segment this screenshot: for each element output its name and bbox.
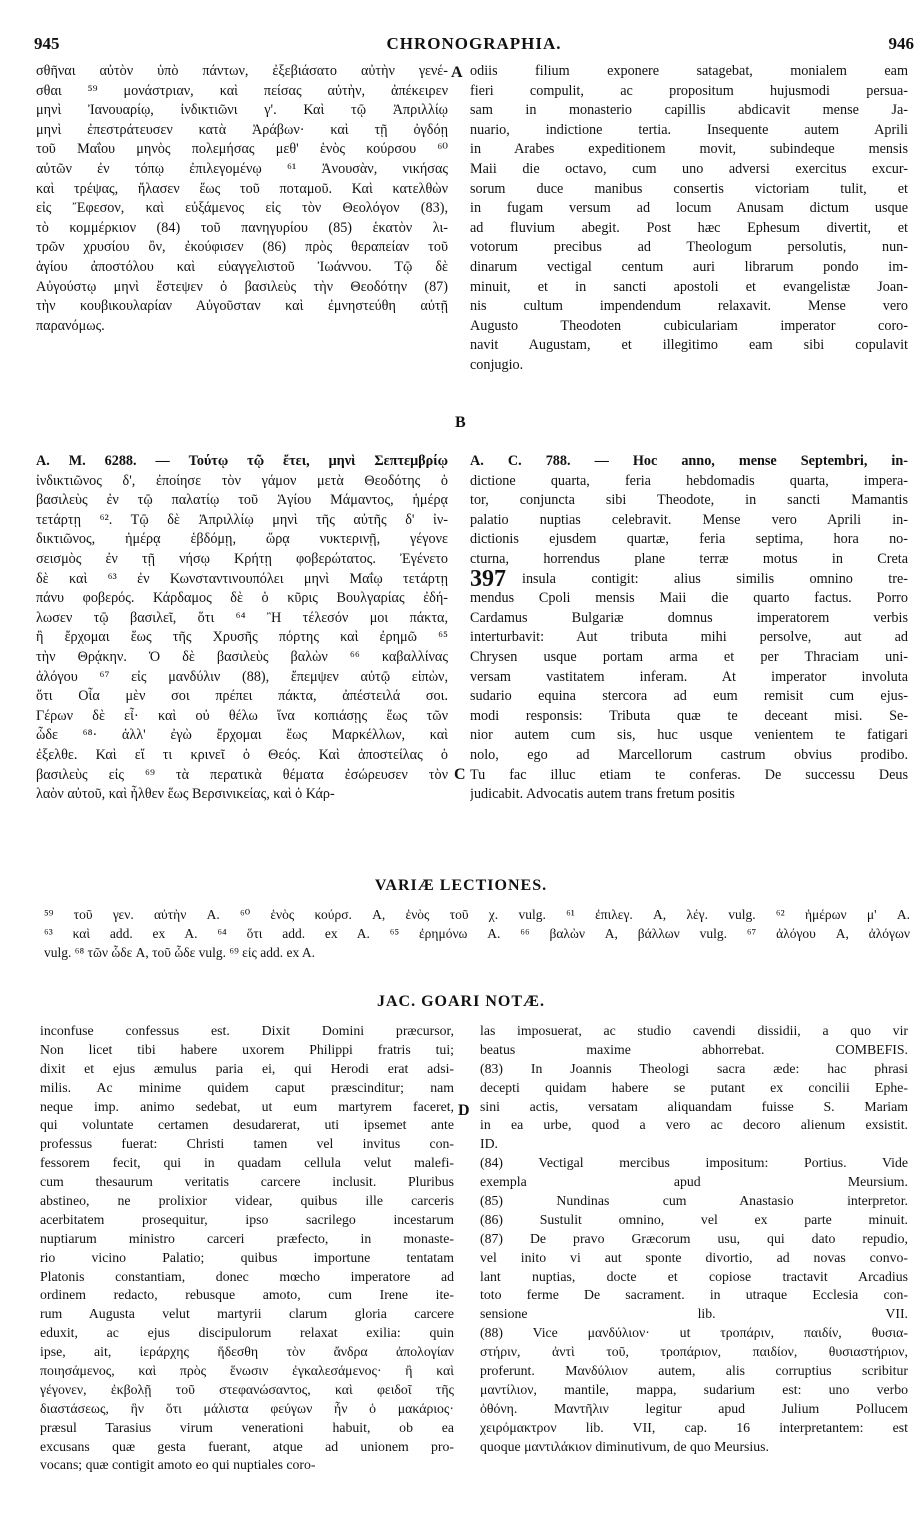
text-line: acerbitatem prosequitur, ipso sacrilego incestarum	[40, 1211, 454, 1227]
text-line: Non licet tibi habere uxorem Philippi fratris tui;	[40, 1041, 454, 1057]
text-line: εἰς Ἔφεσον, καὶ εὐξάμενος εἰς τὸν Θεολόγον (83),	[36, 200, 448, 217]
text-line: (85) Nundinas cum Anastasio interpretor.	[480, 1193, 908, 1209]
text-line: γέγονεν, ἐκβολῇ τοῦ στεφανώσαντος, καὶ φειδοῖ τῆς	[40, 1381, 454, 1397]
notes-left-column	[40, 1022, 454, 1475]
text-line: professus fuerat: Christi tamen vel invitus con-	[40, 1136, 454, 1152]
text-line: (88) Vice μανδύλιον· ut τροπάριν, παιδίν, θυσια-	[480, 1325, 908, 1341]
variae-lectiones-heading: VARIÆ LECTIONES.	[374, 877, 548, 894]
text-line: vulg. ⁶⁸ τῶν ὧδε A, τοῦ ὧδε vulg. ⁶⁹ εἰς add. ex A.	[44, 945, 315, 960]
text-line: interturbavit: Aut tributa mihi persolve, aut ad	[470, 629, 908, 646]
text-line: τὴν κουβικουλαρίαν Αὐγοῦσταν καὶ ἐμνηστεύθη αὐτῇ	[36, 298, 448, 315]
text-line: Cardamus Bulgariæ domnus imperatorem verbis	[470, 609, 908, 626]
text-line: δὲ καὶ ⁶³ ἐν Κωνσταντινουπόλει μηνὶ Μαΐῳ τετάρτῃ	[36, 570, 448, 587]
text-line: in fugam versum ad locum Anusam dictum usque	[470, 200, 908, 217]
text-line: tor, conjuncta sibi Theodote, in sancti Mamantis	[470, 492, 908, 509]
text-line: nis cultum impendendum relaxavit. Mense vero	[470, 298, 908, 315]
text-line: πάνυ φοβερός. Κάρδαμος δὲ ὁ κῦρις Βουλγαρίας ἐδή-	[36, 590, 448, 607]
text-line: fieri compulit, ac propositum hujusmodi persua-	[470, 82, 908, 99]
text-line: sam in monasterio capillis abdicavit mense Ja-	[470, 102, 908, 119]
text-line: navit Augustam, et illegitimo eam sibi copulavit	[470, 337, 908, 354]
text-line: λαὸν αὐτοῦ, καὶ ἦλθεν ἕως Βερσινικείας, καὶ ὁ Κάρ-	[36, 786, 335, 803]
latin-text-upper	[470, 62, 908, 376]
text-line: ὅτι Οἷα μὲν σοι πρέπει πάκτα, ἀπέστειλά σοι.	[36, 688, 448, 705]
text-line: παρανόμως.	[36, 317, 105, 334]
text-line: cum thesaurum veritatis carcere inclusit. Pluribus	[40, 1174, 454, 1190]
text-line: (84) Vectigal mercibus impositum: Portius. Vide	[480, 1155, 908, 1171]
text-line: ⁵⁹ τοῦ γεν. αὐτὴν A. ⁶⁰ ἑνὸς κούρσ. A, ἑνὸς τοῦ χ. vulg. ⁶¹ ἐπιλεγ. A, λέγ. vulg. ⁶² ἡμέρων μ' A.	[44, 907, 910, 922]
text-line: στήριν, ἀντὶ τοῦ, τροπάριον, παιδίον, θυσιαστήριον,	[480, 1344, 908, 1360]
text-line: Maii die octavo, cum uno adversi exercitus excur-	[470, 160, 908, 177]
text-line: Augusto Theodoten cubiculariam imperator coro-	[470, 317, 908, 334]
text-line: neque imp. animo sedebat, ut eum martyrem faceret,	[40, 1098, 454, 1114]
text-line: (83) In Joannis Theologi sacra æde: hac phrasi	[480, 1060, 908, 1076]
text-line: (86) Sustulit omnino, vel ex parte minuit.	[480, 1211, 908, 1227]
margin-marker-a: A	[451, 64, 463, 81]
text-line: Γέρων δὲ εἶ· καὶ οὐ θέλω ἵνα κοπιάσῃς ἕως τῶν	[36, 707, 448, 724]
text-line: vocans; quæ contigit amoto eo qui nuptiales coro-	[40, 1457, 316, 1473]
text-line: σεισμὸς ἐν τῇ νήσῳ Κρήτῃ φοβερώτατος. Ἐγένετο	[36, 550, 448, 567]
text-line: lant nuptias, docte et copiose tractavit Arcadius	[480, 1268, 908, 1284]
text-line: ἀλόγου ⁶⁷ εἰς μανδύλιν (88), ἔπεμψεν αὐτῷ εἰπὼν,	[36, 668, 448, 685]
text-line: qui voluntate certamen desudarerat, uti ipsemet ante	[40, 1117, 454, 1133]
text-line: exempla apud Meursium.	[480, 1174, 908, 1190]
text-line: mendus Cpoli mensis Maii die quarto factus. Porro	[470, 590, 908, 607]
text-line: fessorem fecit, qui in quadam cellula velut malefi-	[40, 1155, 454, 1171]
text-line: ordinem redacto, rebusque amoto, cum Irene ite-	[40, 1287, 454, 1303]
text-line: modi responsis: Tributa quæ te deceant misi. Se-	[470, 707, 908, 724]
text-line: nuario, indictione tertia. Insequente autem Aprili	[470, 121, 908, 138]
text-line: δικτιῶνος, ἡμέρᾳ ἑβδόμῃ, ὥρᾳ νυκτερινῇ, γέγονε	[36, 531, 448, 548]
text-line: decepti quidam habere se putant ex concilii Ephe-	[480, 1079, 908, 1095]
text-line: ἁγίου ἀποστόλου καὶ εὐαγγελιστοῦ Ἰωάννου. Τῷ δὲ	[36, 258, 448, 275]
text-line: ἐξελθε. Καὶ εἴ τι κρινεῖ ὁ Θεός. Καὶ ἀποστείλας ὁ	[36, 746, 448, 763]
text-line: abstineo, ne prolixior videar, quibus ille carceris	[40, 1193, 454, 1209]
goari-notae-heading: JAC. GOARI NOTÆ.	[376, 993, 545, 1010]
text-line: insula contigit: alius similis omnino tre-	[522, 570, 908, 587]
text-line: ποιησάμενος, καὶ πρὸς ἕνωσιν ἐγκαλεσάμενος· ἢ καὶ	[40, 1363, 454, 1379]
text-line: σθῆναι αὐτὸν ὑπὸ πάντων, ἐξεβιάσατο αὐτὴν γενέ-	[36, 63, 448, 79]
text-line: cturna, horrendus plane terræ motus in Creta	[470, 550, 908, 567]
text-line: μηνὶ Ἰανουαρίῳ, ἰνδικτιῶνι γ'. Καὶ τῷ Ἀπριλλίῳ	[36, 102, 448, 119]
text-line: ipse, ait, ἱεράρχης ἥδεσθη τὸν ἄνδρα ἀπολογίαν	[40, 1344, 454, 1360]
text-line: διαστάσεως, ἣν ὅτι μάλιστα φεύγων ἦν ὁ μακάριος·	[40, 1400, 454, 1416]
text-line: τετάρτῃ ⁶². Τῷ δὲ Ἀπριλλίῳ μηνὶ τῆς αὐτῆς δ' ἰν-	[36, 511, 448, 528]
text-line: Αὐγούστῳ μηνὶ ἔστεψεν ὁ βασιλεὺς τὴν Θεοδότην (87)	[36, 278, 448, 295]
text-line: milis. Ac minime quidem caput præscinditur; nam	[40, 1079, 454, 1095]
text-line: præsul Tarasius virum venerationi habuit, ob ea	[40, 1419, 454, 1435]
text-line: μαντίλιον, mantile, mappa, sudarium est: uno verbo	[480, 1381, 908, 1397]
text-line: σθαι ⁵⁹ μονάστριαν, καὶ πείσας αὐτὴν, ἀπέκειρεν	[36, 82, 448, 99]
text-line: ID.	[480, 1136, 499, 1152]
text-line: in ea urbe, quod a vero ac decoro alienum exsistit.	[480, 1117, 908, 1133]
text-line: ὀθόνη. Μαντῆλιν legitur apud Julium Pollucem	[480, 1400, 908, 1416]
text-line: inconfuse confessus est. Dixit Domini præcursor,	[40, 1023, 454, 1038]
text-line: A. C. 788. — Hoc anno, mense Septembri, in-	[470, 453, 908, 469]
text-line: dictione quarta, feria hebdomadis quarta, impera-	[470, 472, 908, 489]
text-line: ad fluvium abegit. Post hæc Ephesum divertit, et	[470, 219, 908, 236]
running-title: CHRONOGRAPHIA.	[386, 34, 562, 53]
text-line: beatus maxime abhorrebat. COMBEFIS.	[480, 1041, 908, 1057]
text-line: odiis filium exponere satagebat, monialem eam	[470, 63, 908, 79]
text-line: χειρόμακτρον lib. VII, cap. 16 interpretantem: est	[480, 1419, 908, 1435]
text-line: sorum duce manibus consertis victoriam tulit, et	[470, 180, 908, 197]
text-line: τὴν Θρᾴκην. Ὁ δὲ βασιλεὺς βαλὼν ⁶⁶ καβαλλίνας	[36, 648, 448, 665]
text-line: A. M. 6288. — Τούτῳ τῷ ἔτει, μηνὶ Σεπτεμβρίῳ	[36, 453, 448, 469]
text-line: las imposuerat, ac studio cavendi dissidii, a quo vir	[480, 1023, 908, 1038]
margin-marker-c: C	[454, 766, 466, 783]
text-line: proferunt. Μανδύλιον autem, alis corruptius scribitur	[480, 1363, 908, 1379]
text-line: sudario equina stercora ad eum remisit cum ejus-	[470, 688, 908, 705]
greek-text-lower	[36, 452, 448, 805]
text-line: καὶ τρέψας, ἤλασεν ἕως τοῦ ποταμοῦ. Καὶ κατελθὼν	[36, 180, 448, 197]
text-line: minuit, et in sancti apostoli et evangelistæ Joan-	[470, 278, 908, 295]
running-header	[34, 34, 914, 56]
text-line: quoque μαντιλάκιον diminutivum, de quo Meursius.	[480, 1438, 769, 1454]
text-line: αὐτῶν ἐν τόπῳ ἐπιλεγομένῳ ⁶¹ Ἀνουσὰν, νικήσας	[36, 160, 448, 177]
text-line: in Arabes expeditionem movit, subindeque mensis	[470, 141, 908, 158]
text-line: Chrysen usque portam arma et per Thraciam uni-	[470, 648, 908, 665]
text-line: ⁶³ καὶ add. ex A. ⁶⁴ ὅτι add. ex A. ⁶⁵ ἐρημόνω A. ⁶⁶ βαλὼν A, βάλλων vulg. ⁶⁷ ἀλόγου A, ἀλόγων	[44, 926, 910, 941]
variae-lectiones	[44, 905, 910, 962]
text-line: rio vicino Palatio; quibus importune tentatam	[40, 1249, 454, 1265]
text-line: toto ferme De sacrament. in utraque Ecclesia con-	[480, 1287, 908, 1303]
text-line: nuptiarum ministro carceri præfecto, in monaste-	[40, 1230, 454, 1246]
text-line: excusans quæ gesta fuerant, atque ad unionem pro-	[40, 1438, 454, 1454]
margin-marker-b: B	[455, 414, 466, 431]
text-line: judicabit. Advocatis autem trans fretum positis	[470, 786, 735, 803]
greek-text-upper	[36, 62, 448, 336]
text-line: dixit et ejus æmulus paria ei, qui Herodi erat adsi-	[40, 1060, 454, 1076]
text-line: ὧδε ⁶⁸· ἀλλ' ἐγὼ ἔρχομαι ἕως Μαρκέλλων, καὶ	[36, 727, 448, 744]
text-line: τὸ κομμέρκιον (84) τοῦ πανηγυρίου (85) ἑκατὸν λι-	[36, 219, 448, 236]
text-line: τρῶν χρυσίου ὂν, ἐκούφισεν (86) πρὸς θεραπείαν τοῦ	[36, 239, 448, 256]
column-number-marker: 397	[470, 566, 506, 592]
text-line: τοῦ Μαΐου μηνὸς πολεμήσας μεθ' ἑνὸς κούρσου ⁶⁰	[36, 141, 448, 158]
text-line: sini actis, versatam aliquandam fuisse S. Mariam	[480, 1098, 908, 1114]
text-line: vel inito vi aut sponte divortio, ad novas convo-	[480, 1249, 908, 1265]
text-line: βασιλεὺς ἐν τῷ παλατίῳ τοῦ Ἁγίου Μάμαντος, ἡμέρᾳ	[36, 492, 448, 509]
text-line: rum Augusta velut martyrii clarum gloria carcere	[40, 1306, 454, 1322]
text-line: dinarum vectigal centum auri librarum pondo im-	[470, 258, 908, 275]
text-line: βασιλεὺς εἰς ⁶⁹ τὰ περατικὰ θέματα ἐσώρευσεν τὸν	[36, 766, 448, 783]
text-line: μηνὶ ἐπεστράτευσεν κατὰ Ἀράβων· καὶ τῇ ὀγδόῃ	[36, 121, 448, 138]
text-line: versam vastitatem inferam. At imperator involuta	[470, 668, 908, 685]
text-line: eduxit, ac ejus discipulorum relaxat exilia: quin	[40, 1325, 454, 1341]
right-column-number: 946	[888, 34, 914, 53]
text-line: Platonis constantiam, donec mœcho imperatore ad	[40, 1268, 454, 1284]
margin-marker-d: D	[458, 1102, 470, 1119]
text-line: votorum precibus ad Theologum persolutis, nun-	[470, 239, 908, 256]
text-line: nior autem cum sis, huc usque venientem te fatigari	[470, 727, 908, 744]
text-line: ἢ ἔρχομαι ἕως τῆς Χρυσῆς πόρτης καὶ ἐρημῶ ⁶⁵	[36, 629, 448, 646]
text-line: λωσεν τῷ βασιλεῖ, ὅτι ⁶⁴ Ἢ τέλεσόν μοι πάκτα,	[36, 609, 448, 626]
text-line: palatio nuptias celebravit. Mense vero Aprili in-	[470, 511, 908, 528]
text-line: conjugio.	[470, 356, 524, 373]
text-line: (87) De pravo Græcorum usu, qui dato repudio,	[480, 1230, 908, 1246]
text-line: dictionis ejusdem quartæ, feria septima, hora no-	[470, 531, 908, 548]
notes-right-column	[480, 1022, 908, 1456]
left-column-number: 945	[34, 34, 60, 53]
latin-text-lower	[470, 452, 908, 805]
text-line: nolo, ego ad Marcellorum castrum obvius prodibo.	[470, 746, 908, 763]
text-line: sensione lib. VII.	[480, 1306, 908, 1322]
text-line: ἰνδικτιῶνος δ', ἐποίησε τὸν γάμον μετὰ Θεοδότης ὁ	[36, 472, 448, 489]
text-line: Tu fac illuc etiam te conferas. De successu Deus	[470, 766, 908, 783]
